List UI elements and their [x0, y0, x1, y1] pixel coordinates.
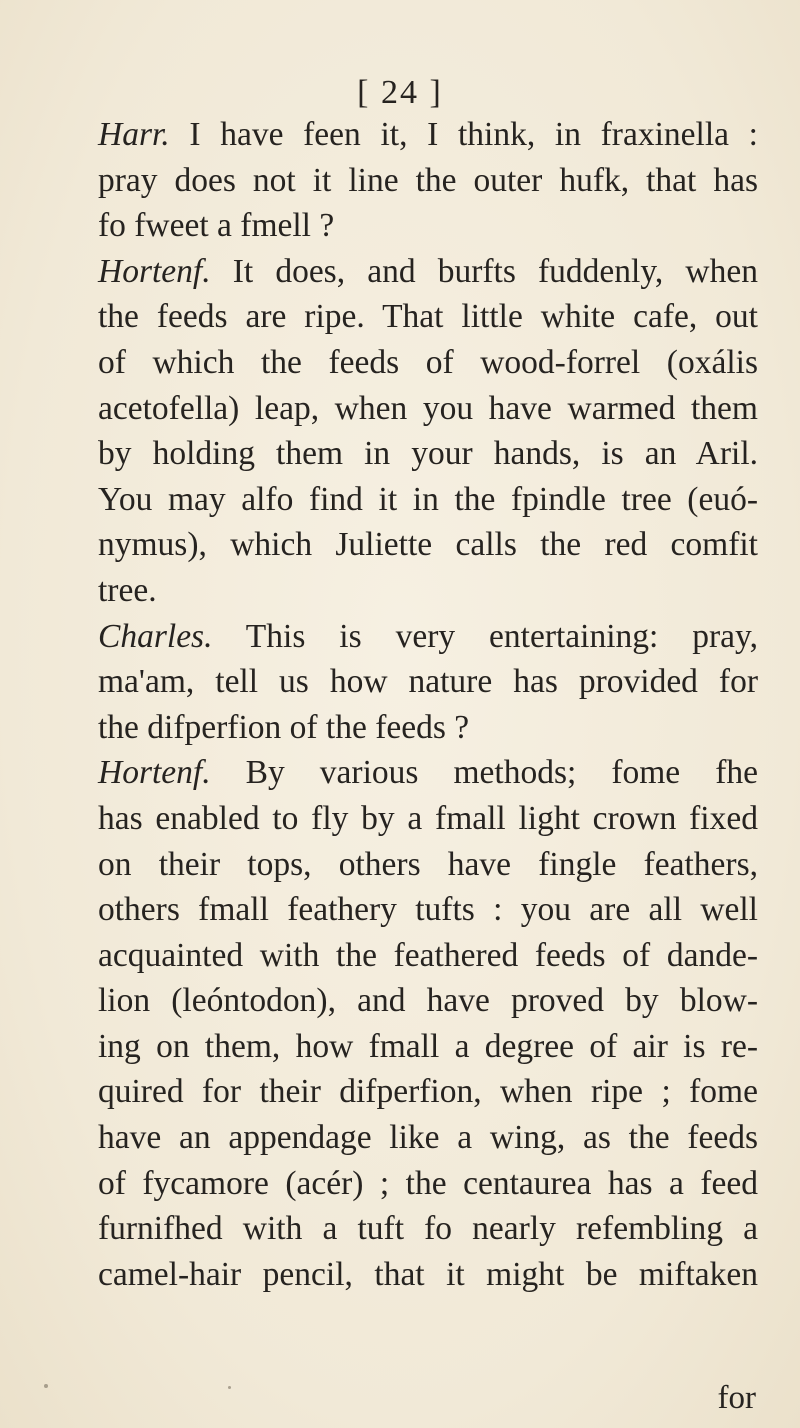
line-text: others fmall feathery tufts : you are all well [98, 891, 758, 929]
text-line [98, 340, 758, 386]
line-text: on their tops, others have fingle feathers, [98, 845, 758, 883]
text-line [98, 1206, 758, 1252]
text-line [98, 431, 758, 477]
line-text: has enabled to fly by a fmall light crown fixed [98, 799, 758, 837]
text-line [98, 477, 758, 523]
text-line [98, 933, 758, 979]
text-line [98, 796, 758, 842]
text-line [98, 1252, 758, 1298]
text-line [98, 203, 758, 249]
line-text: camel-hair pencil, that it might be miftaken [98, 1255, 758, 1293]
line-text: I have feen it, I think, in fraxinella : [169, 116, 758, 153]
ink-speck [228, 1386, 231, 1389]
line-text: You may alfo find it in the fpindle tree (euó- [98, 480, 758, 518]
text-line [98, 705, 758, 751]
speaker-name: Charles. [98, 617, 213, 655]
text-line [98, 522, 758, 568]
line-text: by holding them in your hands, is an Aril. [98, 435, 758, 473]
text-line [98, 294, 758, 340]
text-line [98, 568, 758, 614]
line-text: of fycamore (acér) ; the centaurea has a feed [98, 1164, 758, 1202]
text-line [98, 978, 758, 1024]
body-text [98, 112, 758, 1297]
line-text: the feeds are ripe. That little white cafe, out [98, 298, 758, 336]
text-line [98, 842, 758, 888]
line-text: furnifhed with a tuft fo nearly refembling a [98, 1210, 758, 1248]
page-number: [ 24 ] [357, 74, 443, 111]
line-text: ma'am, tell us how nature has provided for [98, 663, 758, 701]
speaker-name: Harr. [98, 116, 170, 153]
text-line [98, 386, 758, 432]
text-line [98, 1161, 758, 1207]
line-text: have an appendage like a wing, as the feeds [98, 1119, 758, 1157]
text-line [98, 249, 758, 295]
line-text: acetofella) leap, when you have warmed them [98, 389, 758, 427]
line-text: nymus), which Juliette calls the red comfit [98, 526, 758, 564]
text-line [98, 158, 758, 204]
speaker-name: Hortenf. [98, 252, 211, 290]
line-text: By various methods; fome fhe [210, 754, 758, 792]
line-text: ing on them, how fmall a degree of air is re- [98, 1027, 758, 1065]
line-text: It does, and burfts fuddenly, when [210, 252, 758, 290]
text-line [98, 1024, 758, 1070]
text-line [98, 1115, 758, 1161]
text-line [98, 614, 758, 660]
line-text: pray does not it line the outer hufk, that has [98, 161, 758, 199]
line-text: acquainted with the feathered feeds of dande- [98, 936, 758, 974]
line-text: of which the feeds of wood-forrel (oxális [98, 343, 758, 381]
text-line [98, 887, 758, 933]
text-line [98, 659, 758, 705]
line-text: fo fweet a fmell ? [98, 207, 335, 245]
line-text: lion (leóntodon), and have proved by blow- [98, 982, 758, 1020]
ink-speck [44, 1384, 48, 1388]
speaker-name: Hortenf. [98, 754, 211, 792]
line-text: tree. [98, 571, 157, 609]
text-line [98, 1069, 758, 1115]
text-line [98, 750, 758, 796]
line-text: the difperfion of the feeds ? [98, 708, 470, 746]
line-text: quired for their difperfion, when ripe ; fome [98, 1073, 758, 1111]
line-text: This is very entertaining: pray, [212, 617, 758, 655]
catchword: for [717, 1380, 756, 1416]
text-line [98, 112, 758, 158]
